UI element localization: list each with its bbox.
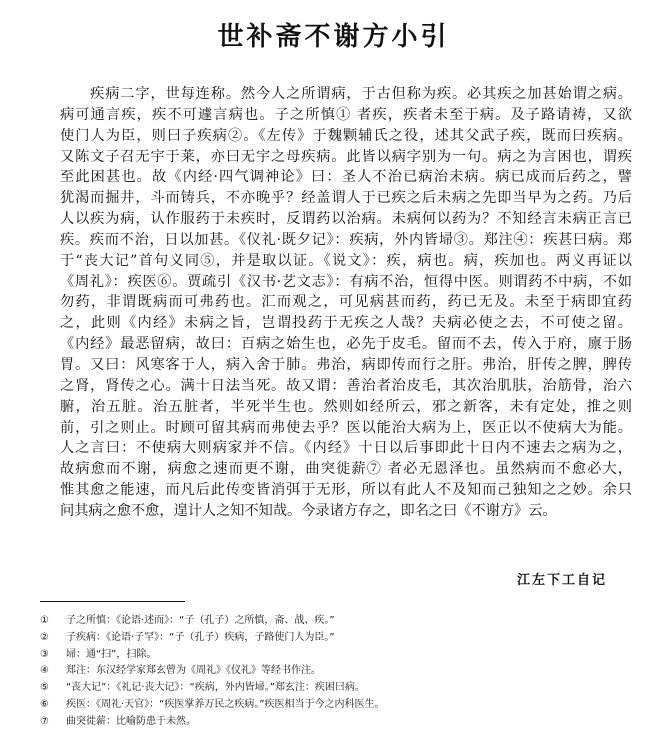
body-line: 《周礼》：疾医⑥。贾疏引《汉书·艺文志》：有病不治，恒得中医。则谓药不中病，不如: [60, 273, 632, 290]
body-line: 犹渴而掘井，斗而铸兵，不亦晚乎？经盖谓人于已疾之后未病之先即当早为之药。乃后: [60, 190, 632, 207]
footnote-text: 疾医：《周礼·天官》：“疾医掌养万民之疾病。”疾医相当于今之内科医生。: [66, 698, 385, 710]
footnote-item: [40, 697, 640, 714]
body-line: 之，此则《内经》未病之旨，岂谓投药于无疾之人哉？夫病必使之去，不可使之留。: [60, 315, 632, 332]
footnote-mark: ③: [40, 648, 49, 660]
footnote-mark: ④: [40, 665, 49, 677]
footnote-mark: ②: [40, 631, 49, 643]
body-line: 之肾，肾传之心。满十日法当死。故又谓：善治者治皮毛，其次治肌肤，治筋骨，治六: [60, 377, 632, 394]
footnote-item: [40, 630, 640, 647]
body-line: 疾病二字，世每连称。然今人之所谓病，于古但称为疾。必其疾之加甚始谓之病。: [60, 86, 632, 102]
body-line: 惟其愈之能速，而凡后此传变皆消弭于无形，所以有此人不及知而己独知之之妙。余只: [60, 482, 632, 499]
footnote-text: 埽：通“扫”，扫除。: [66, 648, 157, 660]
preface-body: [60, 84, 632, 522]
body-line: 腑，治五脏。治五脏者，半死半生也。然则如经所云，邪之新客，未有定处，推之则: [60, 398, 632, 415]
body-line: 于“丧大记”首句义同⑤，并是取以证。《说文》：疾，病也。病，疾加也。两义再证以: [60, 252, 632, 269]
footnote-mark: ⑤: [40, 682, 49, 694]
footnote-text: 子疾病：《论语·子罕》：“子（孔子）疾病，子路使门人为臣。”: [66, 631, 335, 643]
body-line: 使门人为臣，则曰子疾病②。《左传》于魏颗辅氏之役，述其父武子疾，既而曰疾病。: [60, 127, 632, 144]
body-line: 故病愈而不谢，病愈之速而更不谢，曲突徙薪⑦ 者必无恩泽也。虽然病而不愈必大，: [60, 461, 632, 478]
body-line: 又陈文子召无宇于莱，亦曰无宇之母疾病。此皆以病字别为一句。病之为言困也，谓疾: [60, 148, 632, 165]
footnote-item: [40, 647, 640, 664]
footnote-item: [40, 680, 640, 697]
footnote-text: 子之所慎：《论语·述而》：“子（孔子）之所慎，斋、战、疾。”: [66, 615, 335, 626]
document-title: 世补斋不谢方小引: [217, 22, 450, 52]
body-line: 疾。疾而不治，日以加甚。《仪礼·既夕记》：疾病，外内皆埽③。郑注④：疾甚曰病。郑: [60, 231, 632, 248]
footnotes: [40, 613, 640, 731]
body-line: 人以疾为病，认作服药于未疾时，反谓药以治病。未病何以药为？不知经言未病正言已: [60, 211, 632, 228]
footnote-mark: ⑦: [40, 715, 49, 727]
body-line: 病可通言疾，疾不可遽言病也。子之所慎① 者疾，疾者未至于病。及子路请祷，又欲: [60, 106, 632, 123]
footnote-text: 郑注：东汉经学家郑玄曾为《周礼》《仪礼》等经书作注。: [66, 665, 321, 677]
author-signature: 江左下工自记: [516, 573, 607, 588]
footnote-text: “丧大记”：《礼记·丧大记》：“疾病，外内皆埽。”郑玄注：疾困曰病。: [66, 682, 365, 694]
footnote-item: [40, 613, 640, 630]
footnote-item: [40, 714, 640, 731]
footnote-item: [40, 663, 640, 680]
body-line: 胃。又曰：风寒客于人，病入舍于肺。弗治，病即传而行之肝。弗治，肝传之脾，脾传: [60, 356, 632, 373]
body-line: 前，引之则止。时顾可留其病而弗使去乎？医以能治大病为上，医正以不使病大为能。: [60, 419, 632, 436]
footnote-divider: [40, 601, 185, 602]
footnote-mark: ⑥: [40, 698, 49, 710]
body-line: 《内经》最恶留病，故曰：百病之始生也，必先于皮毛。留而不去，传入于府，廪于肠: [60, 336, 632, 353]
body-line: 勿药，非谓既病而可弗药也。汇而观之，可见病甚而药，药已无及。未至于病即宜药: [60, 294, 632, 311]
body-line: 至此困甚也。故《内经·四气调神论》曰：圣人不治已病治未病。病已成而后药之，譬: [60, 169, 632, 186]
footnote-mark: ①: [40, 615, 49, 626]
body-line: 人之言曰：不使病大则病家并不信。《内经》十日以后事即此十日内不速去之病为之，: [60, 440, 632, 457]
footnote-text: 曲突徙薪：比喻防患于未然。: [66, 715, 196, 727]
body-line: 问其病之愈不愈，遑计人之知不知哉。今录诸方存之，即名之曰《不谢方》云。: [60, 502, 557, 519]
